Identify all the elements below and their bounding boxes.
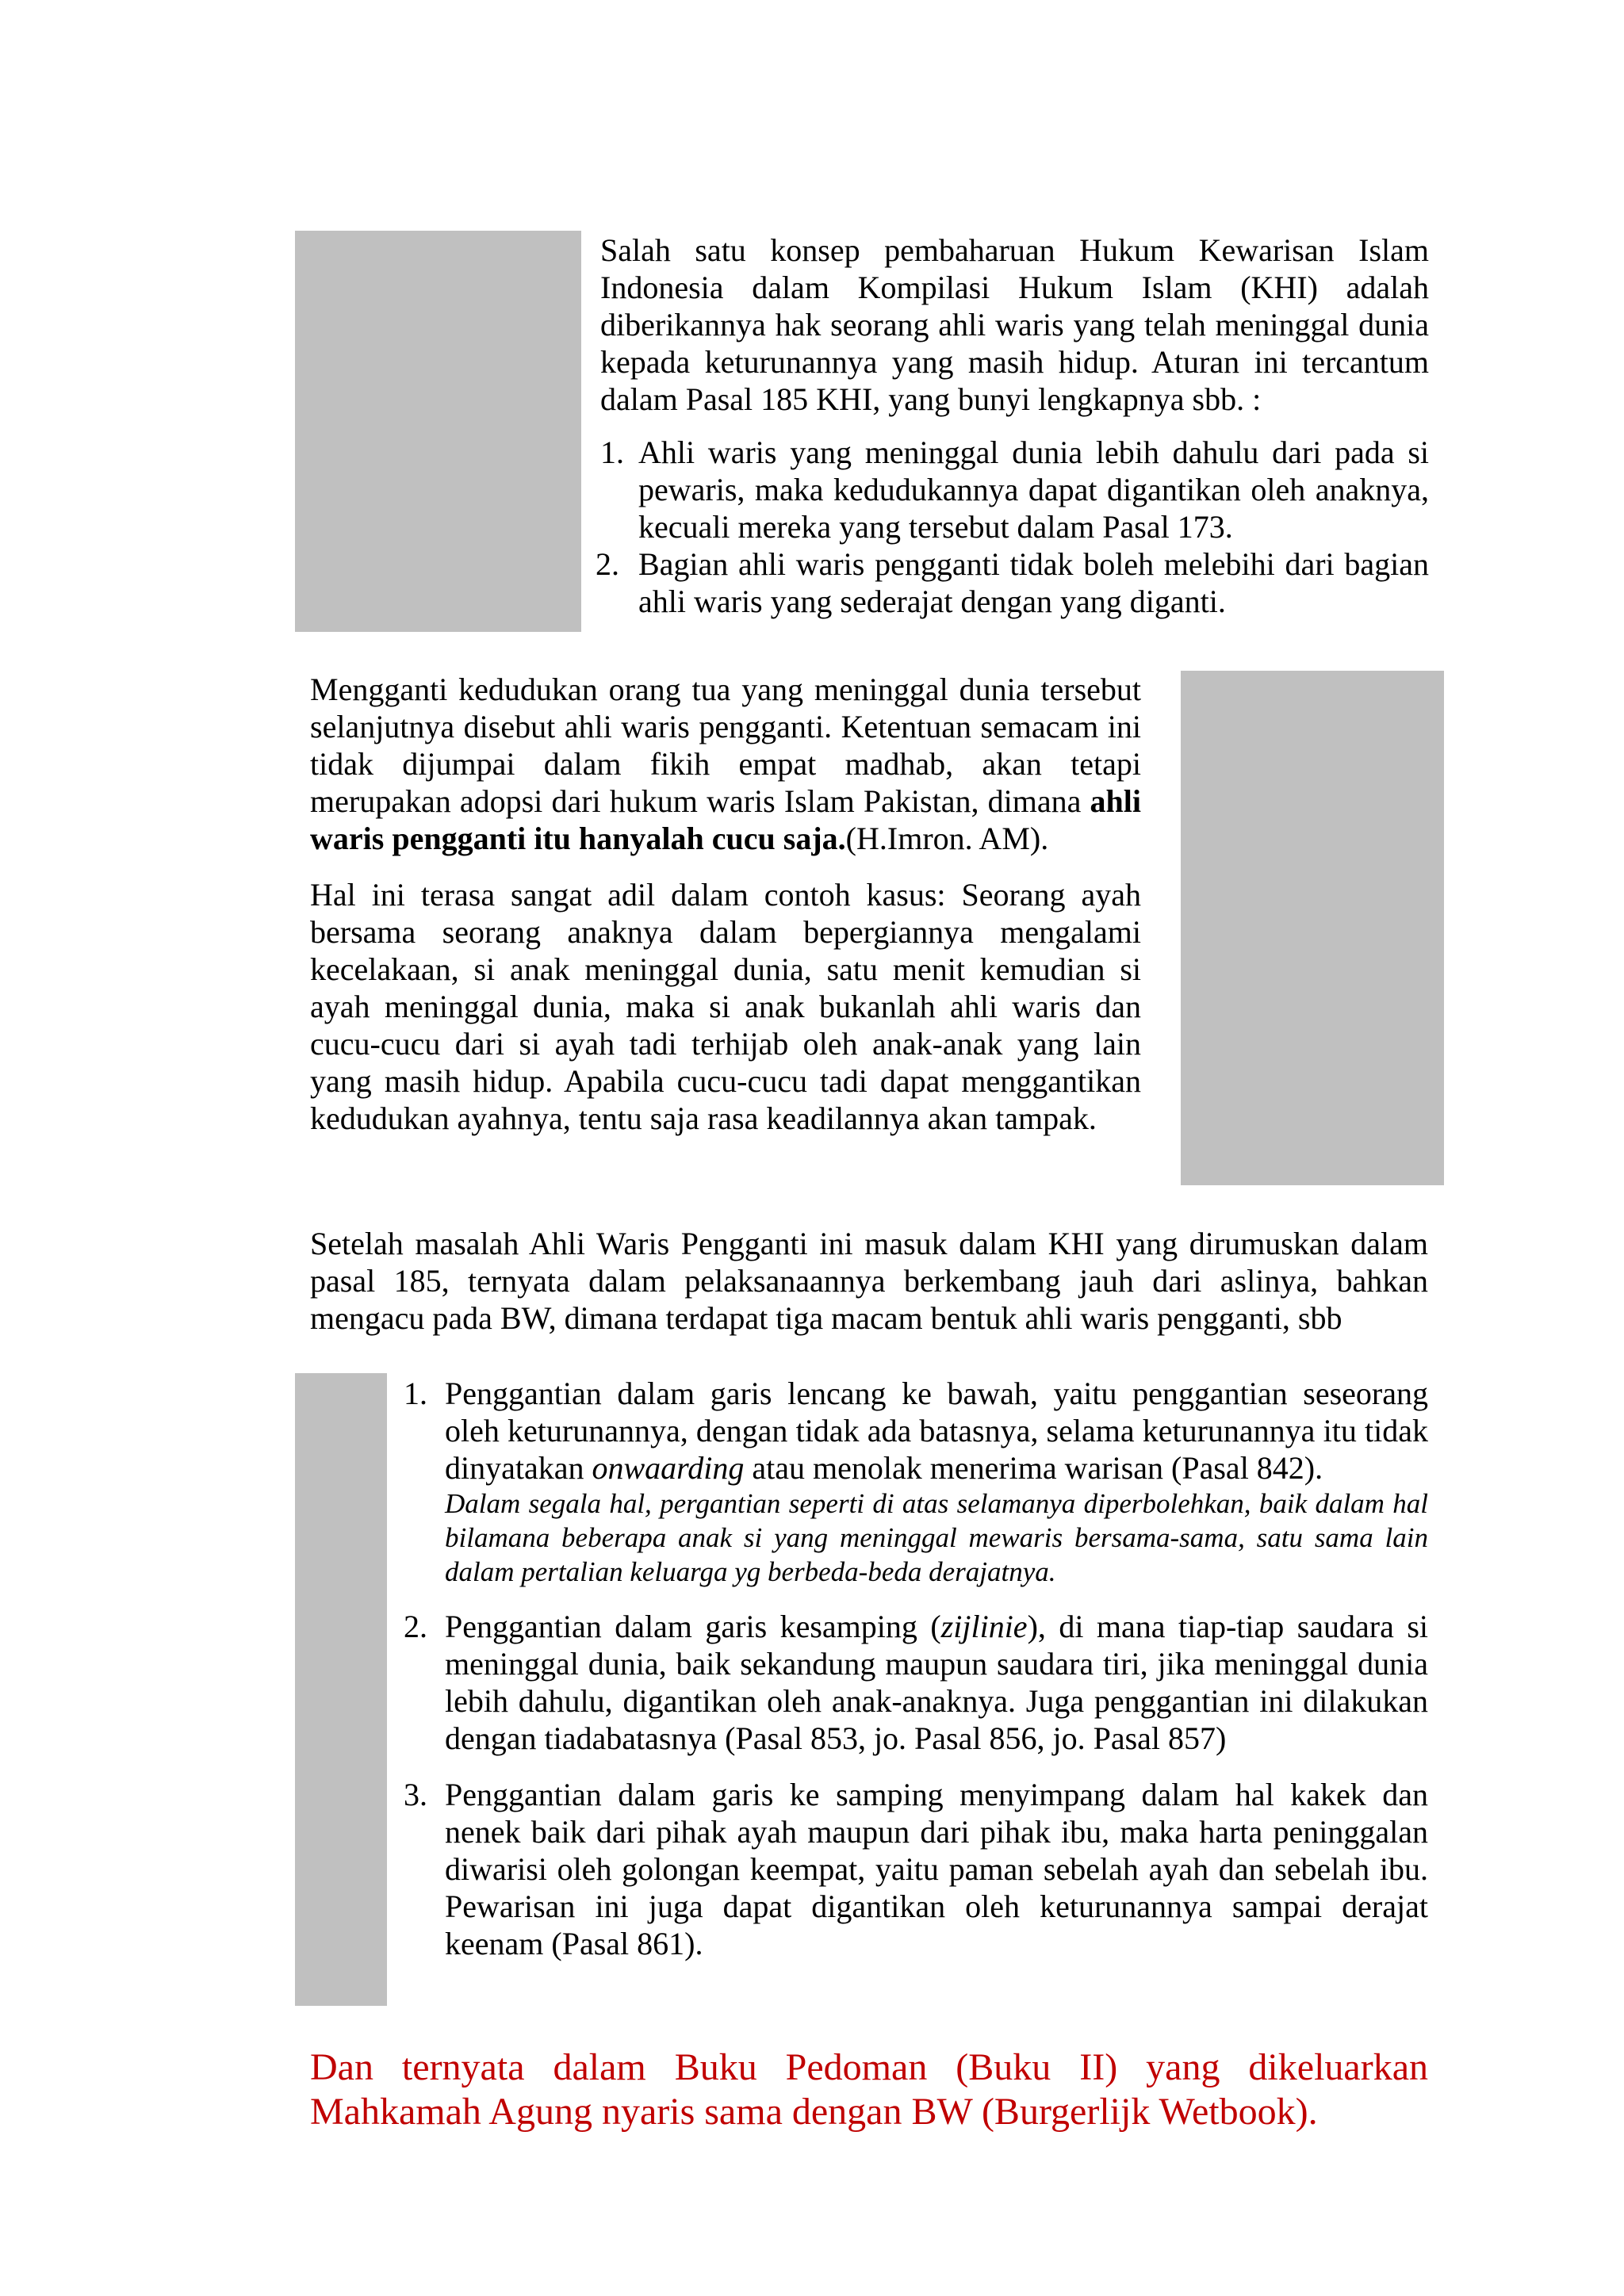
conclusion-red-text: Dan ternyata dalam Buku Pedoman (Buku II) yang dikeluarkan Mahkamah Agung nyaris sama dengan BW (Burgerlijk Wetbook). <box>310 2046 1428 2133</box>
list-number: 1. <box>600 434 624 470</box>
section-bw-reference <box>310 1225 1428 1337</box>
type-item-text <box>445 1608 1428 1757</box>
type-item-text: Penggantian dalam garis ke samping menyimpang dalam hal kakek dan nenek baik dari pihak ayah maupun dari pihak ibu, maka harta peninggalan diwarisi oleh golongan keempat, yaitu paman sebelah ayah dan sebelah ibu. Pewarisan ini juga dapat digantikan oleh keturunannya sampai derajat keenam (Pasal 861). <box>445 1777 1428 1961</box>
list-number: 3. <box>404 1777 427 1812</box>
list-number: 2. <box>596 546 619 582</box>
list-item <box>600 434 1429 545</box>
type-item-3 <box>404 1776 1428 1962</box>
image-placeholder-middle-right <box>1181 671 1444 1185</box>
list-item <box>596 545 1429 620</box>
paragraph-example: Hal ini terasa sangat adil dalam contoh kasus: Seorang ayah bersama seorang anaknya dalam bepergiannya mengalami kecelakaan, si anak meninggal dunia, satu menit kemudian si ayah meninggal dunia, maka si anak bukanlah ahli waris dan cucu-cucu dari si ayah tadi terhijab oleh anak-anak yang lain yang masih hidup. Apabila cucu-cucu tadi dapat menggantikan kedudukan ayahnya, tentu saja rasa keadilannya akan tampak. <box>310 877 1141 1136</box>
list-number: 1. <box>404 1376 427 1411</box>
paragraph-bw: Setelah masalah Ahli Waris Pengganti ini masuk dalam KHI yang dirumuskan dalam pasal 185, ternyata dalam pelaksanaannya berkembang jauh dari aslinya, bahkan mengacu pada BW, dimana terdapat tiga macam bentuk ahli waris pengganti, sbb <box>310 1226 1428 1336</box>
paragraph-definition <box>310 671 1141 857</box>
list-number: 2. <box>404 1609 427 1644</box>
pasal-185-list <box>596 434 1429 620</box>
italic-term: onwaarding <box>592 1450 745 1486</box>
type-item-1 <box>404 1375 1428 1589</box>
image-placeholder-top-left <box>295 231 581 632</box>
italic-term: zijlinie <box>940 1609 1028 1644</box>
section-ahli-waris-pengganti <box>310 671 1141 1137</box>
text-segment: ), di mana tiap-tiap saudara si meninggal dunia, baik sekandung maupun saudara tiri, jika meninggal dunia lebih dahulu, digantikan oleh anak-anaknya. Juga penggantian ini dilakukan dengan tiadabatasnya (Pasal 853, jo. Pasal 856, jo. Pasal 857) <box>445 1609 1429 1756</box>
citation: (H.Imron. AM). <box>845 821 1049 856</box>
type-item-2 <box>404 1608 1429 1757</box>
section-three-types <box>404 1375 1429 1962</box>
text-segment: Penggantian dalam garis lencang ke bawah, yaitu penggantian seseorang oleh keturunannya, dengan tidak ada batasnya, selama keturunannya itu tidak dinyatakan <box>445 1376 1428 1486</box>
list-item-text: Ahli waris yang meninggal dunia lebih dahulu dari pada si pewaris, maka kedudukannya dapat digantikan oleh anaknya, kecuali mereka yang tersebut dalam Pasal 173. <box>638 434 1429 545</box>
type-item-text <box>445 1375 1428 1487</box>
image-placeholder-bottom-left <box>295 1373 387 2006</box>
section-khi-intro <box>596 232 1429 620</box>
italic-note: Dalam segala hal, pergantian seperti di atas selamanya diperbolehkan, baik dalam hal bilamana beberapa anak si yang meninggal mewaris bersama-sama, satu sama lain dalam pertalian keluarga yg berbeda-beda derajatnya. <box>445 1488 1428 1587</box>
intro-paragraph: Salah satu konsep pembaharuan Hukum Kewarisan Islam Indonesia dalam Kompilasi Hukum Islam (KHI) adalah diberikannya hak seorang ahli waris yang telah meninggal dunia kepada keturunannya yang masih hidup. Aturan ini tercantum dalam Pasal 185 KHI, yang bunyi lengkapnya sbb. : <box>600 232 1429 417</box>
text-segment: atau menolak menerima warisan (Pasal 842). <box>744 1450 1323 1486</box>
text-segment: Penggantian dalam garis kesamping ( <box>445 1609 941 1644</box>
bold-emphasis: ahli waris pengganti itu hanyalah cucu saja. <box>310 783 1141 856</box>
paragraph-text: Mengganti kedudukan orang tua yang meninggal dunia tersebut selanjutnya disebut ahli waris pengganti. Ketentuan semacam ini tidak dijumpai dalam fikih empat madhab, akan tetapi merupakan adopsi dari hukum waris Islam Pakistan, dimana <box>310 672 1141 819</box>
list-item-text: Bagian ahli waris pengganti tidak boleh melebihi dari bagian ahli waris yang sederajat dengan yang diganti. <box>638 546 1429 619</box>
